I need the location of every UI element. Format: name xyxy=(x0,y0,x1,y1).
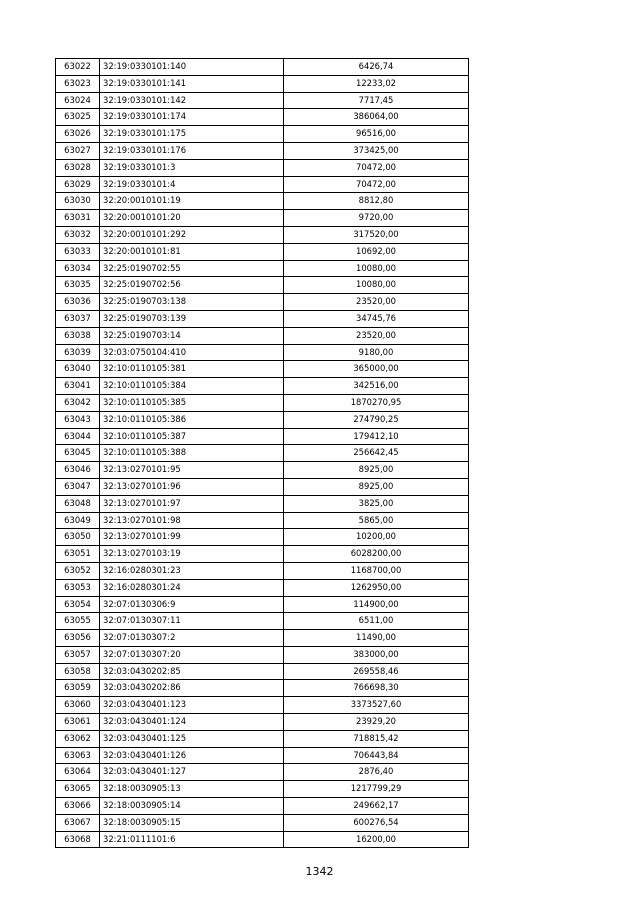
row-number-cell: 63049 xyxy=(56,512,100,529)
cadastral-number-cell: 32:13:0270101:96 xyxy=(100,478,284,495)
table-row xyxy=(56,361,469,378)
table-row xyxy=(56,764,469,781)
row-number-cell: 63025 xyxy=(56,109,100,126)
value-cell: 96516,00 xyxy=(284,126,469,143)
cadastral-number-cell: 32:18:0030905:13 xyxy=(100,781,284,798)
cadastral-number-cell: 32:03:0430202:85 xyxy=(100,663,284,680)
cadastral-number-cell: 32:10:0110105:387 xyxy=(100,428,284,445)
value-cell: 8925,00 xyxy=(284,462,469,479)
value-cell: 383000,00 xyxy=(284,646,469,663)
cadastral-number-cell: 32:25:0190702:56 xyxy=(100,277,284,294)
table-row xyxy=(56,344,469,361)
value-cell: 8812,80 xyxy=(284,193,469,210)
cadastral-number-cell: 32:13:0270101:99 xyxy=(100,529,284,546)
row-number-cell: 63063 xyxy=(56,747,100,764)
value-cell: 6028200,00 xyxy=(284,546,469,563)
cadastral-number-cell: 32:13:0270103:19 xyxy=(100,546,284,563)
row-number-cell: 63057 xyxy=(56,646,100,663)
value-cell: 6426,74 xyxy=(284,59,469,76)
value-cell: 1217799,29 xyxy=(284,781,469,798)
row-number-cell: 63052 xyxy=(56,562,100,579)
table-row xyxy=(56,210,469,227)
table-row xyxy=(56,663,469,680)
row-number-cell: 63045 xyxy=(56,445,100,462)
value-cell: 5865,00 xyxy=(284,512,469,529)
cadastral-number-cell: 32:10:0110105:385 xyxy=(100,394,284,411)
row-number-cell: 63038 xyxy=(56,327,100,344)
row-number-cell: 63065 xyxy=(56,781,100,798)
table-row xyxy=(56,378,469,395)
table-row xyxy=(56,831,469,848)
cadastral-number-cell: 32:13:0270101:95 xyxy=(100,462,284,479)
cadastral-number-cell: 32:20:0010101:19 xyxy=(100,193,284,210)
table-row xyxy=(56,126,469,143)
cadastral-number-cell: 32:20:0010101:20 xyxy=(100,210,284,227)
row-number-cell: 63054 xyxy=(56,596,100,613)
row-number-cell: 63060 xyxy=(56,697,100,714)
value-cell: 23929,20 xyxy=(284,714,469,731)
row-number-cell: 63044 xyxy=(56,428,100,445)
value-cell: 10080,00 xyxy=(284,277,469,294)
cadastral-number-cell: 32:25:0190703:138 xyxy=(100,294,284,311)
row-number-cell: 63064 xyxy=(56,764,100,781)
table-row xyxy=(56,142,469,159)
table-row xyxy=(56,512,469,529)
value-cell: 766698,30 xyxy=(284,680,469,697)
table-row xyxy=(56,478,469,495)
cadastral-number-cell: 32:13:0270101:98 xyxy=(100,512,284,529)
table-row xyxy=(56,546,469,563)
value-cell: 718815,42 xyxy=(284,730,469,747)
value-cell: 386064,00 xyxy=(284,109,469,126)
table-row xyxy=(56,814,469,831)
cadastral-number-cell: 32:10:0110105:386 xyxy=(100,411,284,428)
value-cell: 256642,45 xyxy=(284,445,469,462)
table-row xyxy=(56,109,469,126)
table-row xyxy=(56,294,469,311)
cadastral-number-cell: 32:25:0190702:55 xyxy=(100,260,284,277)
cadastral-number-cell: 32:03:0430401:127 xyxy=(100,764,284,781)
table-row xyxy=(56,596,469,613)
table-row xyxy=(56,630,469,647)
table-row xyxy=(56,579,469,596)
row-number-cell: 63041 xyxy=(56,378,100,395)
cadastral-number-cell: 32:07:0130307:2 xyxy=(100,630,284,647)
value-cell: 12233,02 xyxy=(284,75,469,92)
cadastral-number-cell: 32:20:0010101:292 xyxy=(100,226,284,243)
row-number-cell: 63051 xyxy=(56,546,100,563)
table-row xyxy=(56,747,469,764)
value-cell: 600276,54 xyxy=(284,814,469,831)
cadastral-number-cell: 32:10:0110105:384 xyxy=(100,378,284,395)
cadastral-number-cell: 32:07:0130307:20 xyxy=(100,646,284,663)
row-number-cell: 63023 xyxy=(56,75,100,92)
table-row xyxy=(56,613,469,630)
cadastral-number-cell: 32:19:0330101:4 xyxy=(100,176,284,193)
cadastral-number-cell: 32:19:0330101:176 xyxy=(100,142,284,159)
table-row xyxy=(56,411,469,428)
row-number-cell: 63039 xyxy=(56,344,100,361)
value-cell: 7717,45 xyxy=(284,92,469,109)
row-number-cell: 63028 xyxy=(56,159,100,176)
table-row xyxy=(56,462,469,479)
table-row xyxy=(56,680,469,697)
value-cell: 1262950,00 xyxy=(284,579,469,596)
value-cell: 70472,00 xyxy=(284,159,469,176)
row-number-cell: 63046 xyxy=(56,462,100,479)
row-number-cell: 63036 xyxy=(56,294,100,311)
cadastral-number-cell: 32:19:0330101:3 xyxy=(100,159,284,176)
table-row xyxy=(56,562,469,579)
value-cell: 3373527,60 xyxy=(284,697,469,714)
value-cell: 274790,25 xyxy=(284,411,469,428)
value-cell: 6511,00 xyxy=(284,613,469,630)
row-number-cell: 63037 xyxy=(56,310,100,327)
table-row xyxy=(56,260,469,277)
row-number-cell: 63061 xyxy=(56,714,100,731)
row-number-cell: 63068 xyxy=(56,831,100,848)
table-row xyxy=(56,730,469,747)
table-body xyxy=(56,59,469,848)
value-cell: 10692,00 xyxy=(284,243,469,260)
row-number-cell: 63022 xyxy=(56,59,100,76)
table-row xyxy=(56,781,469,798)
cadastral-number-cell: 32:03:0430401:123 xyxy=(100,697,284,714)
value-cell: 23520,00 xyxy=(284,327,469,344)
value-cell: 249662,17 xyxy=(284,798,469,815)
row-number-cell: 63032 xyxy=(56,226,100,243)
cadastral-number-cell: 32:19:0330101:140 xyxy=(100,59,284,76)
row-number-cell: 63053 xyxy=(56,579,100,596)
table-row xyxy=(56,277,469,294)
row-number-cell: 63048 xyxy=(56,495,100,512)
table-row xyxy=(56,226,469,243)
value-cell: 373425,00 xyxy=(284,142,469,159)
row-number-cell: 63047 xyxy=(56,478,100,495)
table-row xyxy=(56,646,469,663)
value-cell: 9180,00 xyxy=(284,344,469,361)
table-row xyxy=(56,697,469,714)
row-number-cell: 63043 xyxy=(56,411,100,428)
row-number-cell: 63055 xyxy=(56,613,100,630)
table-row xyxy=(56,798,469,815)
cadastral-number-cell: 32:13:0270101:97 xyxy=(100,495,284,512)
row-number-cell: 63029 xyxy=(56,176,100,193)
value-cell: 179412,10 xyxy=(284,428,469,445)
cadastral-number-cell: 32:16:0280301:24 xyxy=(100,579,284,596)
row-number-cell: 63042 xyxy=(56,394,100,411)
cadastral-number-cell: 32:19:0330101:141 xyxy=(100,75,284,92)
row-number-cell: 63033 xyxy=(56,243,100,260)
table-row xyxy=(56,176,469,193)
row-number-cell: 63050 xyxy=(56,529,100,546)
value-cell: 342516,00 xyxy=(284,378,469,395)
cadastral-number-cell: 32:19:0330101:175 xyxy=(100,126,284,143)
cadastral-number-cell: 32:07:0130306:9 xyxy=(100,596,284,613)
row-number-cell: 63035 xyxy=(56,277,100,294)
table-row xyxy=(56,75,469,92)
row-number-cell: 63026 xyxy=(56,126,100,143)
row-number-cell: 63059 xyxy=(56,680,100,697)
cadastral-number-cell: 32:16:0280301:23 xyxy=(100,562,284,579)
cadastral-number-cell: 32:20:0010101:81 xyxy=(100,243,284,260)
cadastral-number-cell: 32:03:0430401:125 xyxy=(100,730,284,747)
value-cell: 269558,46 xyxy=(284,663,469,680)
cadastral-number-cell: 32:10:0110105:388 xyxy=(100,445,284,462)
table-row xyxy=(56,59,469,76)
value-cell: 34745,76 xyxy=(284,310,469,327)
row-number-cell: 63058 xyxy=(56,663,100,680)
value-cell: 2876,40 xyxy=(284,764,469,781)
cadastral-number-cell: 32:25:0190703:14 xyxy=(100,327,284,344)
table-row xyxy=(56,394,469,411)
value-cell: 706443,84 xyxy=(284,747,469,764)
row-number-cell: 63030 xyxy=(56,193,100,210)
value-cell: 9720,00 xyxy=(284,210,469,227)
value-cell: 10080,00 xyxy=(284,260,469,277)
row-number-cell: 63027 xyxy=(56,142,100,159)
value-cell: 1168700,00 xyxy=(284,562,469,579)
value-cell: 317520,00 xyxy=(284,226,469,243)
table-row xyxy=(56,159,469,176)
value-cell: 114900,00 xyxy=(284,596,469,613)
value-cell: 23520,00 xyxy=(284,294,469,311)
row-number-cell: 63066 xyxy=(56,798,100,815)
cadastral-value-table xyxy=(55,58,469,848)
row-number-cell: 63024 xyxy=(56,92,100,109)
cadastral-number-cell: 32:10:0110105:381 xyxy=(100,361,284,378)
row-number-cell: 63062 xyxy=(56,730,100,747)
cadastral-number-cell: 32:19:0330101:142 xyxy=(100,92,284,109)
row-number-cell: 63031 xyxy=(56,210,100,227)
value-cell: 1870270,95 xyxy=(284,394,469,411)
value-cell: 16200,00 xyxy=(284,831,469,848)
table-row xyxy=(56,495,469,512)
cadastral-number-cell: 32:18:0030905:14 xyxy=(100,798,284,815)
cadastral-number-cell: 32:21:0111101:6 xyxy=(100,831,284,848)
value-cell: 365000,00 xyxy=(284,361,469,378)
table-row xyxy=(56,714,469,731)
value-cell: 8925,00 xyxy=(284,478,469,495)
value-cell: 10200,00 xyxy=(284,529,469,546)
cadastral-number-cell: 32:03:0430401:126 xyxy=(100,747,284,764)
cadastral-number-cell: 32:07:0130307:11 xyxy=(100,613,284,630)
row-number-cell: 63034 xyxy=(56,260,100,277)
table-row xyxy=(56,428,469,445)
value-cell: 11490,00 xyxy=(284,630,469,647)
table-row xyxy=(56,310,469,327)
table-row xyxy=(56,243,469,260)
cadastral-number-cell: 32:03:0430401:124 xyxy=(100,714,284,731)
table-row xyxy=(56,327,469,344)
cadastral-number-cell: 32:03:0750104:410 xyxy=(100,344,284,361)
row-number-cell: 63067 xyxy=(56,814,100,831)
value-cell: 3825,00 xyxy=(284,495,469,512)
table-row xyxy=(56,92,469,109)
cadastral-number-cell: 32:03:0430202:86 xyxy=(100,680,284,697)
row-number-cell: 63056 xyxy=(56,630,100,647)
table-row xyxy=(56,445,469,462)
value-cell: 70472,00 xyxy=(284,176,469,193)
table-row xyxy=(56,193,469,210)
table-row xyxy=(56,529,469,546)
page-number: 1342 xyxy=(305,865,334,878)
cadastral-number-cell: 32:19:0330101:174 xyxy=(100,109,284,126)
cadastral-number-cell: 32:25:0190703:139 xyxy=(100,310,284,327)
cadastral-number-cell: 32:18:0030905:15 xyxy=(100,814,284,831)
row-number-cell: 63040 xyxy=(56,361,100,378)
